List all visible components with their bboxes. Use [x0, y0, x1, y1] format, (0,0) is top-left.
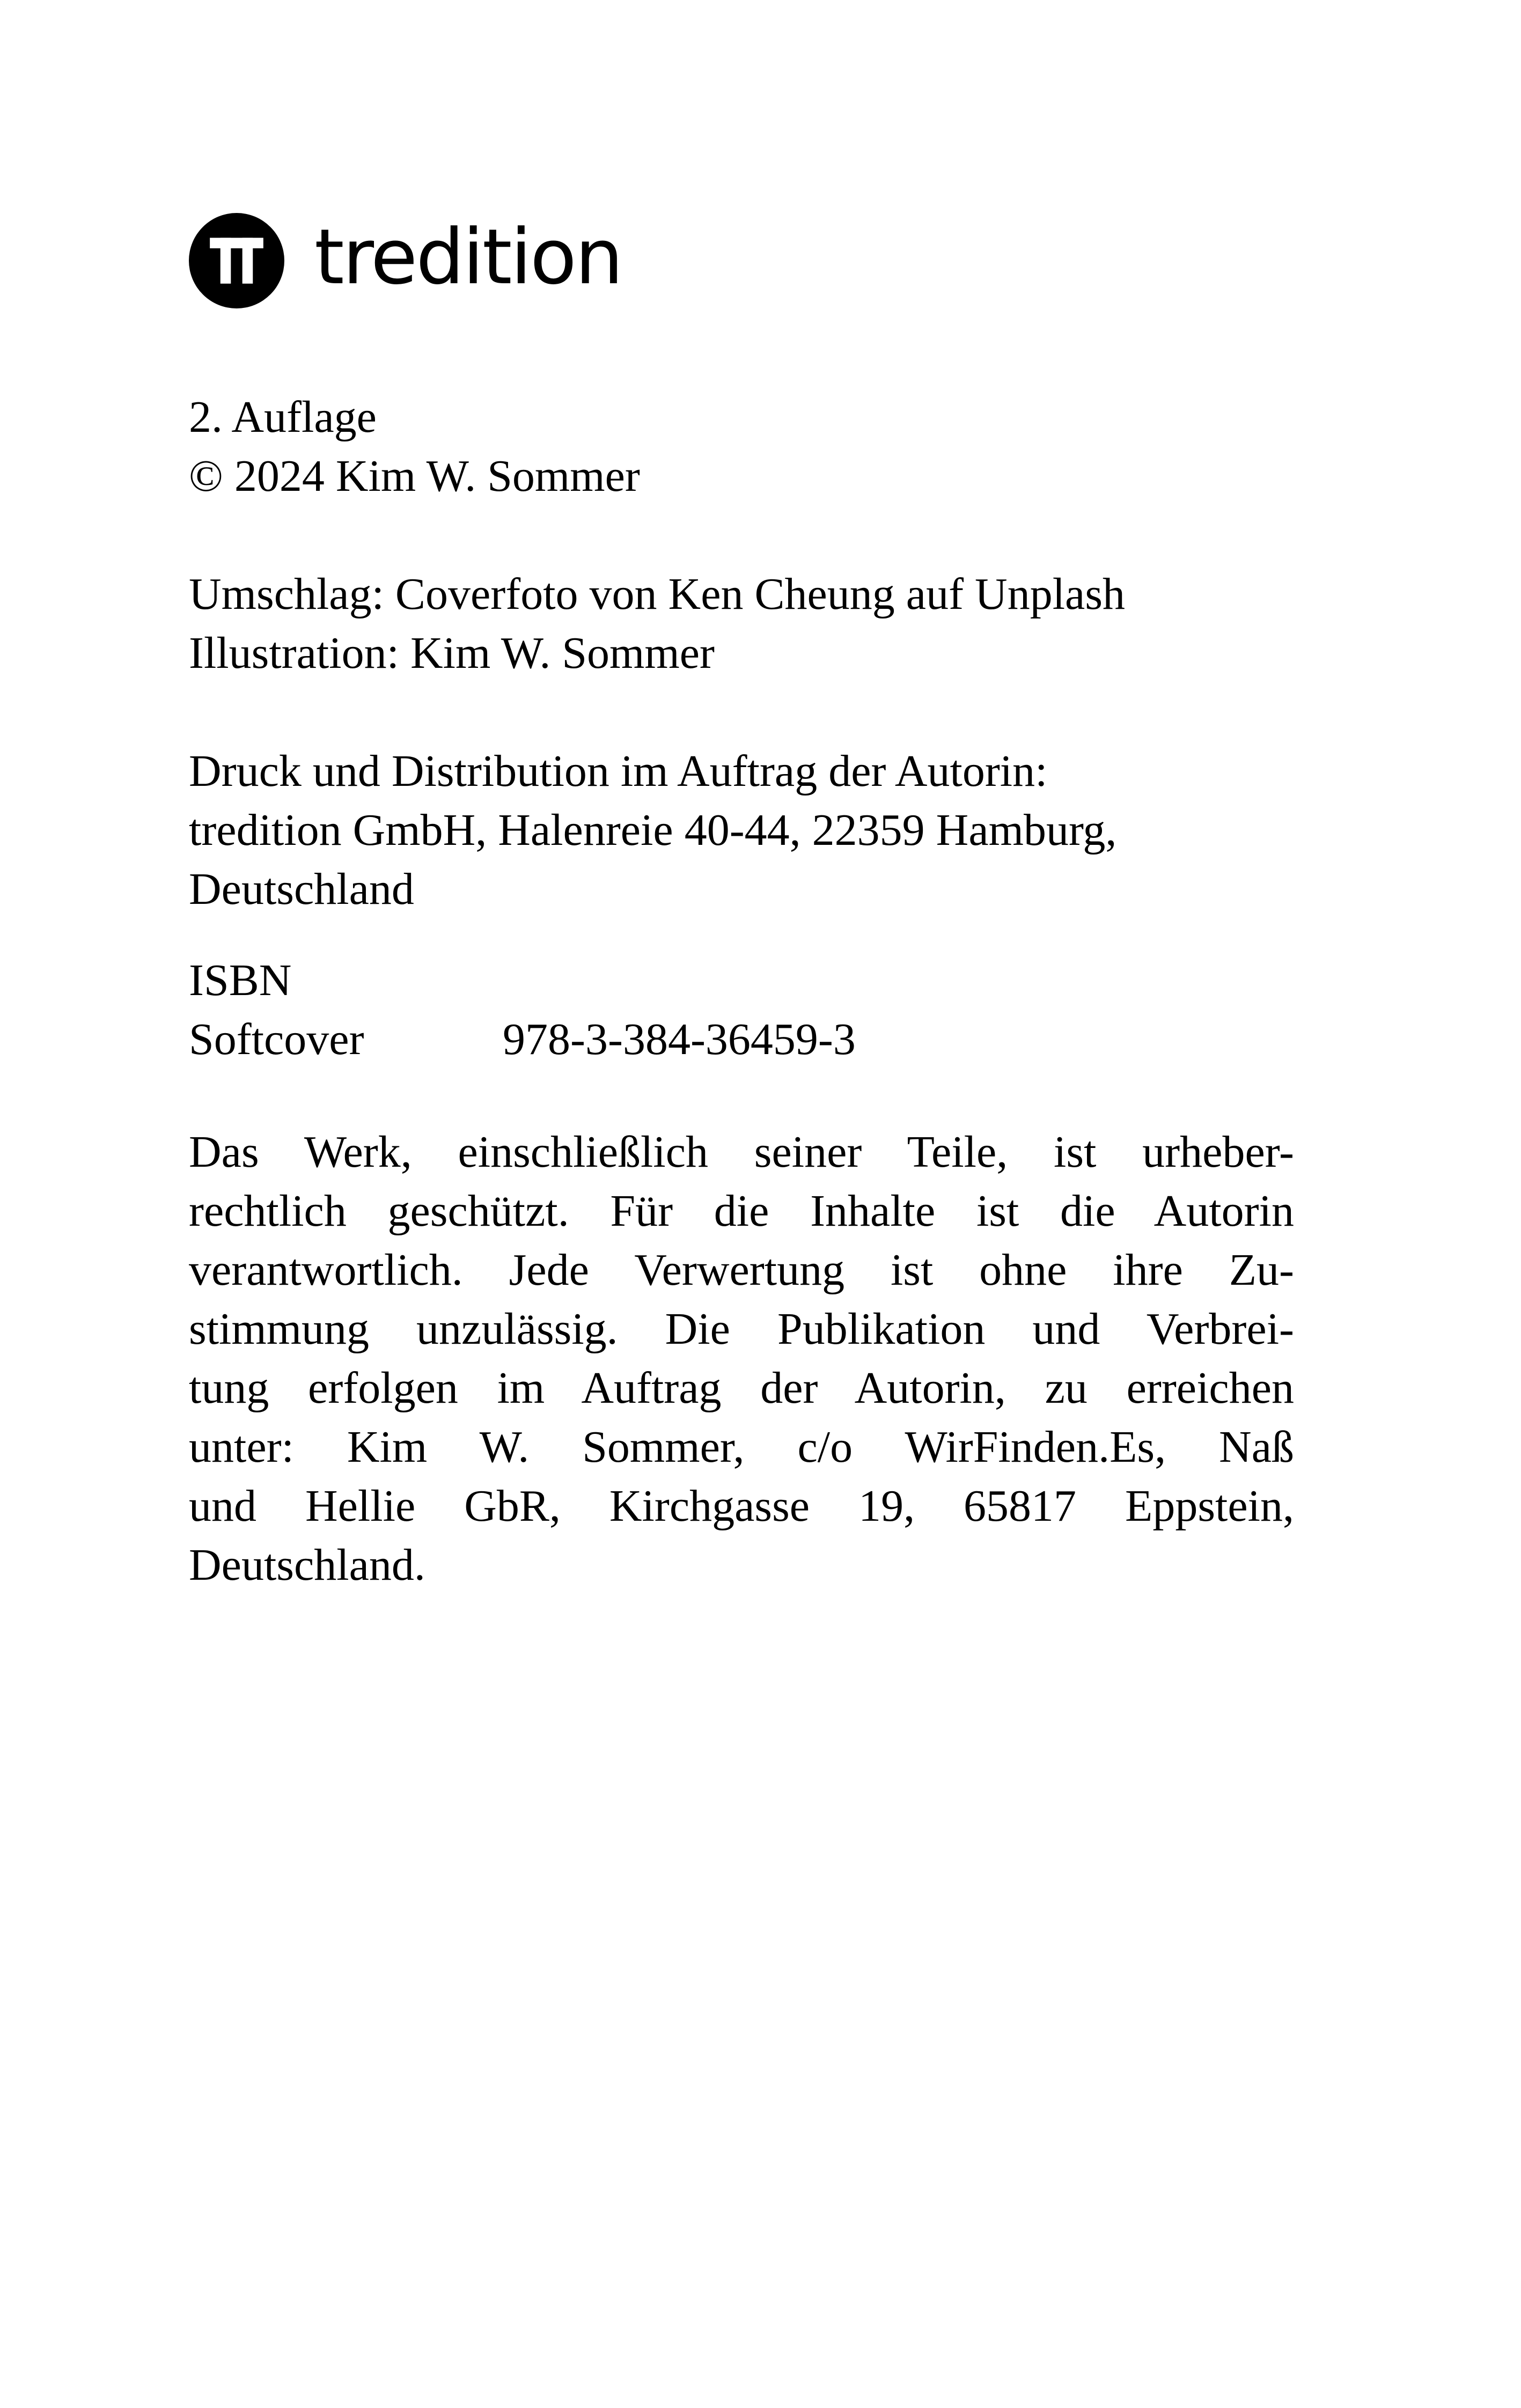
legal-line: stimmung unzulässig. Die Publikation und Verbrei-	[189, 1304, 1294, 1354]
credits-block	[189, 565, 1294, 683]
legal-line: Deutschland.	[189, 1540, 425, 1590]
printing-line: Druck und Distribution im Auftrag der Autorin:	[189, 746, 1048, 796]
isbn-block	[189, 951, 1294, 1069]
isbn-number: 978-3-384-36459-3	[503, 1014, 856, 1064]
printing-block	[189, 742, 1294, 919]
illustration-credit: Illustration: Kim W. Sommer	[189, 628, 715, 678]
isbn-heading: ISBN	[189, 955, 292, 1005]
legal-notice	[189, 1123, 1294, 1595]
edition-block	[189, 388, 1294, 506]
legal-line: Das Werk, einschließlich seiner Teile, ist urheber-	[189, 1127, 1294, 1177]
legal-line: unter: Kim W. Sommer, c/o WirFinden.Es, Naß	[189, 1422, 1294, 1472]
isbn-format: Softcover	[189, 1014, 364, 1064]
isbn-row	[189, 1010, 1294, 1069]
publisher-logo	[189, 213, 622, 308]
logo-wordmark: tredition	[314, 213, 622, 301]
edition-text: 2. Auflage	[189, 392, 377, 442]
copyright-text: © 2024 Kim W. Sommer	[189, 451, 640, 501]
tredition-logo-icon	[189, 213, 284, 308]
legal-line: rechtlich geschützt. Für die Inhalte ist die Autorin	[189, 1186, 1294, 1236]
legal-line: tung erfolgen im Auftrag der Autorin, zu erreichen	[189, 1363, 1294, 1413]
printing-line: Deutschland	[189, 864, 414, 914]
legal-line: verantwortlich. Jede Verwertung ist ohne ihre Zu-	[189, 1245, 1294, 1295]
legal-line: und Hellie GbR, Kirchgasse 19, 65817 Eppstein,	[189, 1481, 1294, 1531]
printing-line: tredition GmbH, Halenreie 40-44, 22359 Hamburg,	[189, 805, 1117, 855]
cover-credit: Umschlag: Coverfoto von Ken Cheung auf Unplash	[189, 569, 1126, 619]
